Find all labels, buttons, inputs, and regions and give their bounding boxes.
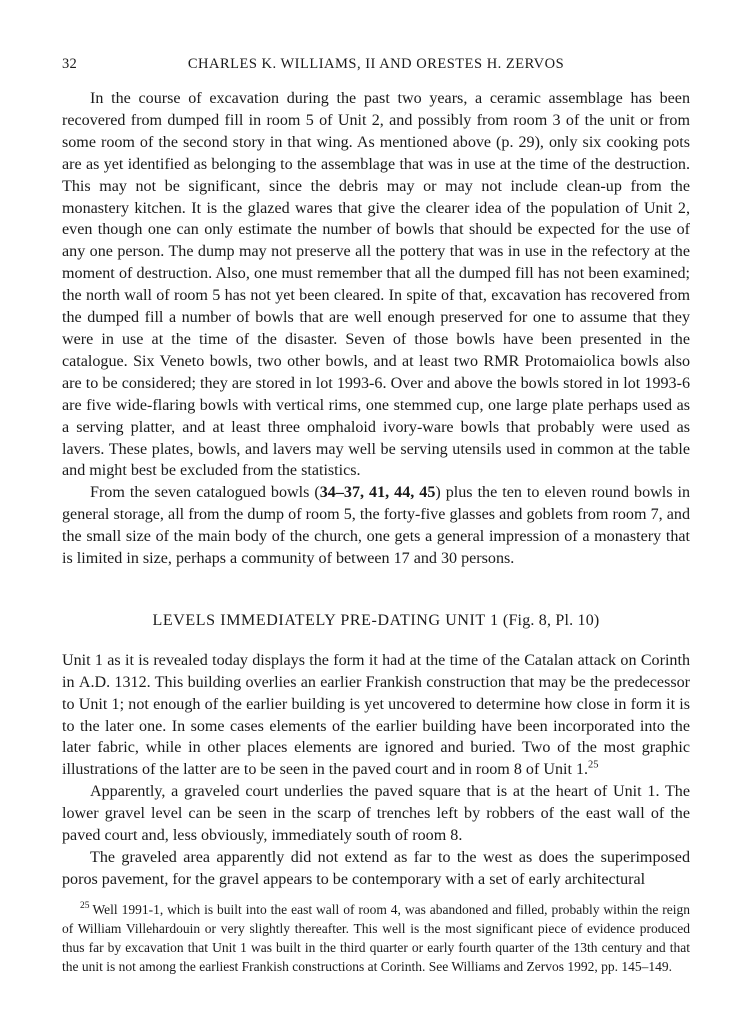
paragraph-graveled-area-text: The graveled area apparently did not extend as far to the west as does the superimposed poros pavement, for the gravel appears to be contemporary with a set of early architectural — [62, 849, 690, 888]
footnote-number: 25 — [80, 901, 90, 912]
paragraph-graveled-court-text: Apparently, a graveled court underlies the paved square that is at the heart of Unit 1. The lower gravel level can be seen in the scarp of trenches left by robbers of the east wall of the paved court and, less obviously, immediately south of room 8. — [62, 783, 690, 845]
footnote — [62, 901, 690, 977]
page — [62, 56, 690, 976]
footnote-text: Well 1991-1, which is built into the east wall of room 4, was abandoned and filled, probably within the reign of William Villehardouin or very slightly thereafter. This well is the most significant piece of evidence produced thus far by excavation that Unit 1 was built in the third quarter or early fourth quarter of the 13th century and that the unit is not among the earliest Frankish constructions at Corinth. See Williams and Zervos 1992, pp. 145–149. — [62, 901, 690, 974]
footnotes — [62, 901, 690, 977]
body-text — [62, 88, 690, 891]
running-head-authors: CHARLES K. WILLIAMS, II AND ORESTES H. ZERVOS — [187, 56, 565, 72]
paragraph-unit1-form — [62, 650, 690, 781]
page-number: 32 — [62, 56, 77, 72]
paragraph-unit1-form-lead: Unit 1 as it is revealed today displays the form it had at the time of the Catalan attack on Corinth in — [62, 651, 690, 691]
paragraph-assemblage-text: In the course of excavation during the past two years, a ceramic assemblage has been recovered from dumped fill in room 5 of Unit 2, and possibly from room 3 of the unit or from some room of the second story in that wing. As mentioned above (p. 29), only six cooking pots are as yet identified as belonging to the assemblage that was in use at the time of the destruction. This may not be significant, since the debris may or may not include clean-up from the monastery kitchen. It is the glazed wares that give the clearer idea of the population of Unit 2, even though one can only estimate the number of bowls that should be expected for the use of any one person. The dump may not preserve all the pottery that was in use in the refectory at the moment of destruction. Also, one must remember that all the dumped fill has not been examined; the north wall of room 5 has not yet been cleared. In spite of that, excavation has recovered from the dumped fill a number of bowls that are well enough preserved for one to assume that they were in use at the time of the disaster. Seven of those bowls have been presented in the catalogue. Six Veneto bowls, two other bowls, and at least two RMR Protomaiolica bowls also are to be considered; they are stored in lot 1993-6. Over and above the bowls stored in lot 1993-6 are five wide-flaring bowls with vertical rims, one stemmed cup, one large plate perhaps used as a serving platter, and at least three omphaloid ivory-ware bowls that probably were used as lavers. These plates, bowls, and lavers may well be serving utensils used in common at the table and might best be excluded from the statistics. — [62, 90, 690, 480]
footnote-reference[interactable]: 25 — [588, 760, 599, 772]
paragraph-community-size — [62, 482, 690, 570]
catalogue-numbers: 34–37, 41, 44, 45 — [319, 484, 436, 502]
section-heading-title: LEVELS IMMEDIATELY PRE-DATING UNIT 1 — [152, 611, 499, 629]
section-heading-figure-ref: (Fig. 8, Pl. 10) — [498, 611, 600, 629]
running-head — [62, 56, 690, 78]
paragraph-community-size-lead: From the seven catalogued bowls ( — [90, 484, 320, 502]
paragraph-unit1-form-rest: 1312. This building overlies an earlier Frankish construction that may be the predecessor to Unit 1; not enough of the earlier building is yet uncovered to determine how close in form it is to the later one. In some cases elements of the earlier building have been incorporated into the later fabric, while in other places elements are ignored and buried. Two of the most graphic illustrations of the latter are to be seen in the paved court and in room 8 of Unit 1. — [62, 673, 690, 779]
paragraph-graveled-court — [62, 781, 690, 847]
paragraph-community-size-rest: ) plus the ten to eleven round bowls in general storage, all from the dump of room 5, the forty-five glasses and goblets from room 7, and the small size of the main body of the church, one gets a general impression of a monastery that is limited in size, perhaps a community of between 17 and 30 persons. — [62, 484, 690, 568]
section-heading — [62, 610, 690, 632]
paragraph-assemblage — [62, 88, 690, 482]
era-abbreviation: A.D. — [78, 673, 111, 691]
paragraph-graveled-area — [62, 847, 690, 891]
